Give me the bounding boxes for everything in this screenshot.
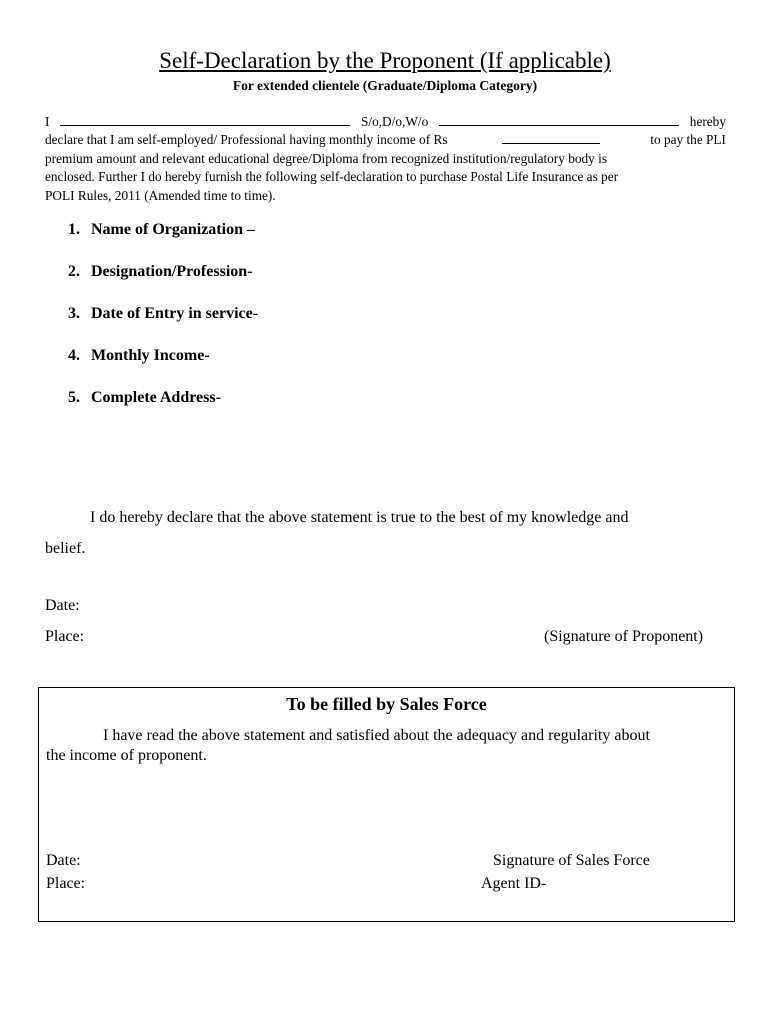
sales-force-date-label: Date: xyxy=(46,852,81,869)
sales-force-heading: To be filled by Sales Force xyxy=(286,694,487,714)
page-subtitle: For extended clientele (Graduate/Diploma Category) xyxy=(232,78,538,93)
list-item: 2. Designation/Profession- xyxy=(68,263,253,280)
agent-id-label: Agent ID- xyxy=(481,875,547,892)
sales-force-statement xyxy=(46,726,729,766)
relation-name-blank[interactable] xyxy=(439,113,679,126)
sales-force-signature-label: Signature of Sales Force xyxy=(493,852,650,869)
list-item: 1. Name of Organization – xyxy=(68,221,255,238)
intro-line1-start: I xyxy=(45,114,50,129)
proponent-name-blank[interactable] xyxy=(60,113,350,126)
declaration-fields-list xyxy=(68,219,258,429)
intro-line-3: premium amount and relevant educational degree/Diploma from recognized institution/regulatory body is xyxy=(45,150,607,166)
declaration-line-1: I do hereby declare that the above statement is true to the best of my knowledge and xyxy=(90,509,629,526)
intro-line-1 xyxy=(45,113,726,131)
sales-force-box xyxy=(38,687,735,922)
proponent-signature-label: (Signature of Proponent) xyxy=(544,628,704,645)
intro-line-5: POLI Rules, 2011 (Amended time to time). xyxy=(45,187,276,203)
list-item: 3. Date of Entry in service- xyxy=(68,305,259,322)
proponent-date-label: Date: xyxy=(45,597,80,614)
intro-paragraph xyxy=(45,113,726,205)
intro-line-4: enclosed. Further I do hereby furnish the following self-declaration to purchase Postal Life Insurance as per xyxy=(45,169,619,185)
intro-line1-mid: S/o,D/o,W/o xyxy=(361,114,429,129)
sales-force-line-1: I have read the above statement and satisfied about the adequacy and regularity about xyxy=(103,727,650,744)
intro-line1-end: hereby xyxy=(689,114,726,129)
page-title: Self-Declaration by the Proponent (If applicable) xyxy=(159,48,611,73)
declaration-line-2: belief. xyxy=(45,540,86,557)
monthly-income-blank[interactable] xyxy=(502,131,600,144)
intro-line2-end: to pay the PLI xyxy=(650,132,726,148)
sales-force-line-2: the income of proponent. xyxy=(46,747,207,764)
sales-force-place-label: Place: xyxy=(46,875,86,892)
proponent-place-label: Place: xyxy=(45,628,85,645)
declaration-statement xyxy=(45,502,735,564)
list-item: 4. Monthly Income- xyxy=(68,347,210,364)
list-item: 5. Complete Address- xyxy=(68,389,221,406)
intro-line-2 xyxy=(45,131,726,149)
intro-line2-start: declare that I am self-employed/ Professional having monthly income of Rs xyxy=(45,132,448,148)
